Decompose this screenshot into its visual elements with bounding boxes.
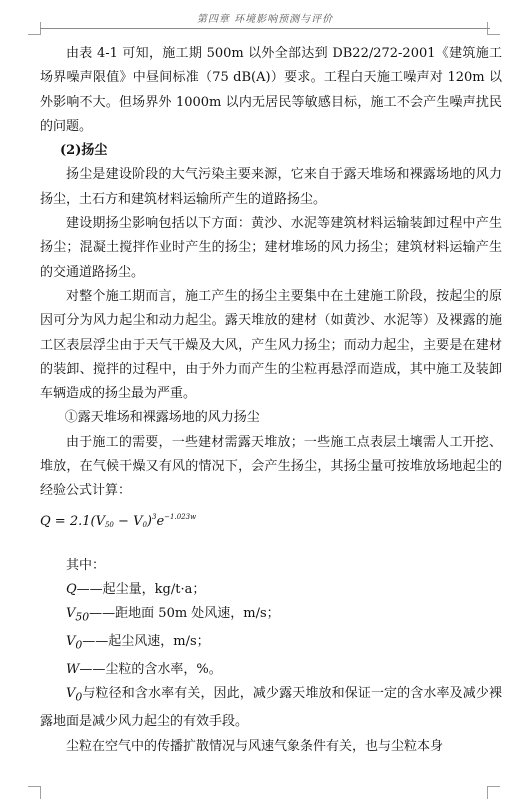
end-v0-sub: 0 xyxy=(75,690,83,704)
paragraph-dust-causes: 对整个施工期而言，施工产生的扬尘主要集中在土建施工阶段，按起尘的原因可分为风力起尘和动力起尘。露天堆放的建材（如黄沙、水泥等）及裸露的施工区表层浮尘由于天气干燥及大风，产生风力扬尘；而动力起尘，主要是在建材的装卸、搅拌的过程中，由于外力而产生的尘粒再悬浮而造成，其中施工及装卸车辆造成的扬尘最为严重。 xyxy=(40,288,502,402)
formula-minus: − xyxy=(113,513,134,529)
paragraph-noise-conclusion: 由表 4-1 可知，施工期 500m 以外全部达到 DB22/272-2001《建筑施工场界噪声限值》中昼间标准（75 dB(A)）要求。工程白天施工噪声对 120m 以外影响不大。但场界外 1000m 以内无居民等敏感目标，施工不会产生噪声扰民的问题。 xyxy=(40,46,502,134)
document-body xyxy=(40,42,502,759)
formula-close: ) xyxy=(146,513,152,529)
definition-v50 xyxy=(40,602,502,630)
end-v0-text: 与粒径和含水率有关，因此，减少露天堆放和保证一定的含水率及减少裸露地面是减少风力起尘的有效手段。 xyxy=(40,686,502,730)
definition-w-symbol: W xyxy=(66,662,80,678)
definition-v0-text: ——起尘风速，m/s； xyxy=(82,634,210,650)
subheading-wind-dust: ①露天堆场和裸露场地的风力扬尘 xyxy=(64,410,260,426)
paragraph-dust-source: 扬尘是建设阶段的大气污染主要来源，它来自于露天堆场和裸露场地的风力扬尘，土石方和建筑材料运输所产生的道路扬尘。 xyxy=(40,167,502,207)
page-corner-mark-bottom-right xyxy=(487,786,500,799)
definition-w xyxy=(40,658,502,682)
formula-e: e xyxy=(156,513,165,529)
definition-v0-symbol: V xyxy=(66,634,76,650)
formula-v50: V xyxy=(95,513,105,529)
paragraph-v0-relation xyxy=(40,682,502,734)
definition-v0-sub: 0 xyxy=(75,638,83,652)
formula-equals: = 2.1( xyxy=(50,513,96,529)
paragraph-dust-aspects: 建设期扬尘影响包括以下方面：黄沙、水泥等建筑材料运输装卸过程中产生扬尘；混凝土搅拌作业时产生的扬尘；建材堆场的风力扬尘；建筑材料运输产生的交通道路扬尘。 xyxy=(40,216,502,280)
page-corner-mark-bottom-left xyxy=(28,786,41,799)
formula-v50-sub: 50 xyxy=(104,520,114,529)
dust-emission-formula xyxy=(40,506,502,536)
definition-q-text: ——起尘量，kg/t·a； xyxy=(76,581,206,597)
definition-q xyxy=(40,578,502,602)
formula-e-exponent: −1.023w xyxy=(164,512,197,521)
definition-v50-sub: 50 xyxy=(75,610,90,624)
formula-v0: V xyxy=(133,513,143,529)
formula-v0-sub: 0 xyxy=(142,520,147,529)
definition-v0 xyxy=(40,630,502,658)
definition-w-text: ——尘粒的含水率，%。 xyxy=(79,662,222,678)
end-v0-symbol: V xyxy=(66,686,76,702)
definition-q-symbol: Q xyxy=(66,581,77,597)
formula-lhs: Q xyxy=(40,513,51,529)
definition-v50-text: ——距地面 50m 处风速，m/s； xyxy=(89,606,280,622)
paragraph-formula-intro: 由于施工的需要，一些建材需露天堆放；一些施工点表层土壤需人工开挖、堆放，在气候干燥又有风的情况下，会产生扬尘，其扬尘量可按堆放场地起尘的经验公式计算： xyxy=(40,434,502,499)
page-header: 第四章 环境影响预测与评价 xyxy=(40,10,490,29)
paragraph-where: 其中： xyxy=(66,557,106,573)
formula-cube: 3 xyxy=(152,512,157,521)
section-heading-dust: (2)扬尘 xyxy=(60,143,108,159)
paragraph-dust-spread: 尘粒在空气中的传播扩散情况与风速气象条件有关，也与尘粒本身 xyxy=(66,738,444,754)
definition-v50-symbol: V xyxy=(66,606,76,622)
